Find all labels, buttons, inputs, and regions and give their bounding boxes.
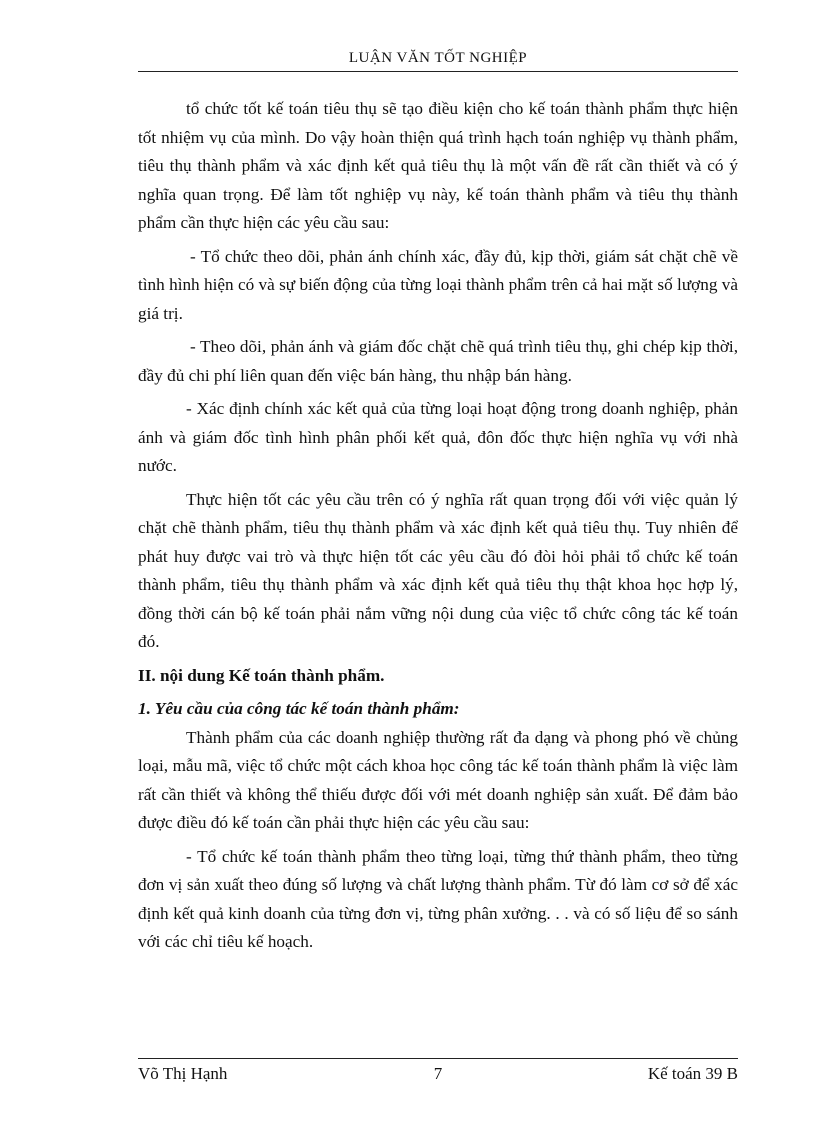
paragraph-7: - Tổ chức kế toán thành phẩm theo từng loại, từng thứ thành phẩm, theo từng đơn vị sản xuất theo đúng số lượng và chất lượng thành phẩm. Từ đó làm cơ sở để xác định kết quả kinh doanh của từng đơn vị, từng phân xưởng. . . và có số liệu để so sánh với các chỉ tiêu kế hoạch. xyxy=(138,846,738,951)
running-header: LUẬN VĂN TỐT NGHIỆP xyxy=(348,50,528,66)
footer-page-number: 7 xyxy=(433,1064,443,1083)
footer-rule xyxy=(138,1058,738,1059)
paragraph-4: - Xác định chính xác kết quả của từng loại hoạt động trong doanh nghiệp, phản ánh và giám đốc tình hình phân phối kết quả, đôn đốc thực hiện nghĩa vụ với nhà nước. xyxy=(138,399,738,475)
paragraph-5: Thực hiện tốt các yêu cầu trên có ý nghĩa rất quan trọng đối với việc quản lý chặt chẽ thành phẩm, tiêu thụ thành phẩm và xác định kết quả tiêu thụ. Tuy nhiên để phát huy được vai trò và thực hiện tốt các yêu cầu đó đòi hỏi phải tổ chức kế toán thành phẩm, tiêu thụ thành phẩm và xác định kết quả tiêu thụ thật khoa học hợp lý, đồng thời cán bộ kế toán phải nắm vững nội dung của việc tổ chức công tác kế toán đó. xyxy=(138,489,738,651)
paragraph-6: Thành phẩm của các doanh nghiệp thường rất đa dạng và phong phó về chủng loại, mẫu mã, việc tổ chức một cách khoa học công tác kế toán thành phẩm là việc làm rất cần thiết và không thể thiếu được đối với mét doanh nghiệp sản xuất. Để đảm bảo được điều đó kế toán cần phải thực hiện các yêu cầu sau: xyxy=(138,727,738,832)
subsection-heading: 1. Yêu cầu của công tác kế toán thành phẩm: xyxy=(138,699,460,718)
page-footer xyxy=(138,1064,738,1088)
body-text xyxy=(138,95,738,957)
section-heading: II. nội dung Kế toán thành phẩm. xyxy=(138,665,385,685)
header-rule xyxy=(138,71,738,72)
paragraph-3: - Theo dõi, phản ánh và giám đốc chặt chẽ quá trình tiêu thụ, ghi chép kịp thời, đầy đủ chi phí liên quan đến việc bán hàng, thu nhập bán hàng. xyxy=(138,337,738,385)
paragraph-2: - Tổ chức theo dõi, phản ánh chính xác, đầy đủ, kịp thời, giám sát chặt chẽ về tình hình hiện có và sự biến động của từng loại thành phẩm trên cả hai mặt số lượng và giá trị. xyxy=(138,246,738,323)
footer-author: Võ Thị Hạnh xyxy=(138,1064,228,1083)
paragraph-1: tổ chức tốt kế toán tiêu thụ sẽ tạo điều kiện cho kế toán thành phẩm thực hiện tốt nhiệm vụ của mình. Do vậy hoàn thiện quá trình hạch toán nghiệp vụ thành phẩm, tiêu thụ thành phẩm và xác định kết quả tiêu thụ là một vấn đề rất cần thiết và có ý nghĩa quan trọng. Để làm tốt nghiệp vụ này, kế toán thành phẩm và tiêu thụ thành phẩm cần thực hiện các yêu cầu sau: xyxy=(138,99,738,232)
footer-class: Kế toán 39 B xyxy=(647,1064,738,1083)
